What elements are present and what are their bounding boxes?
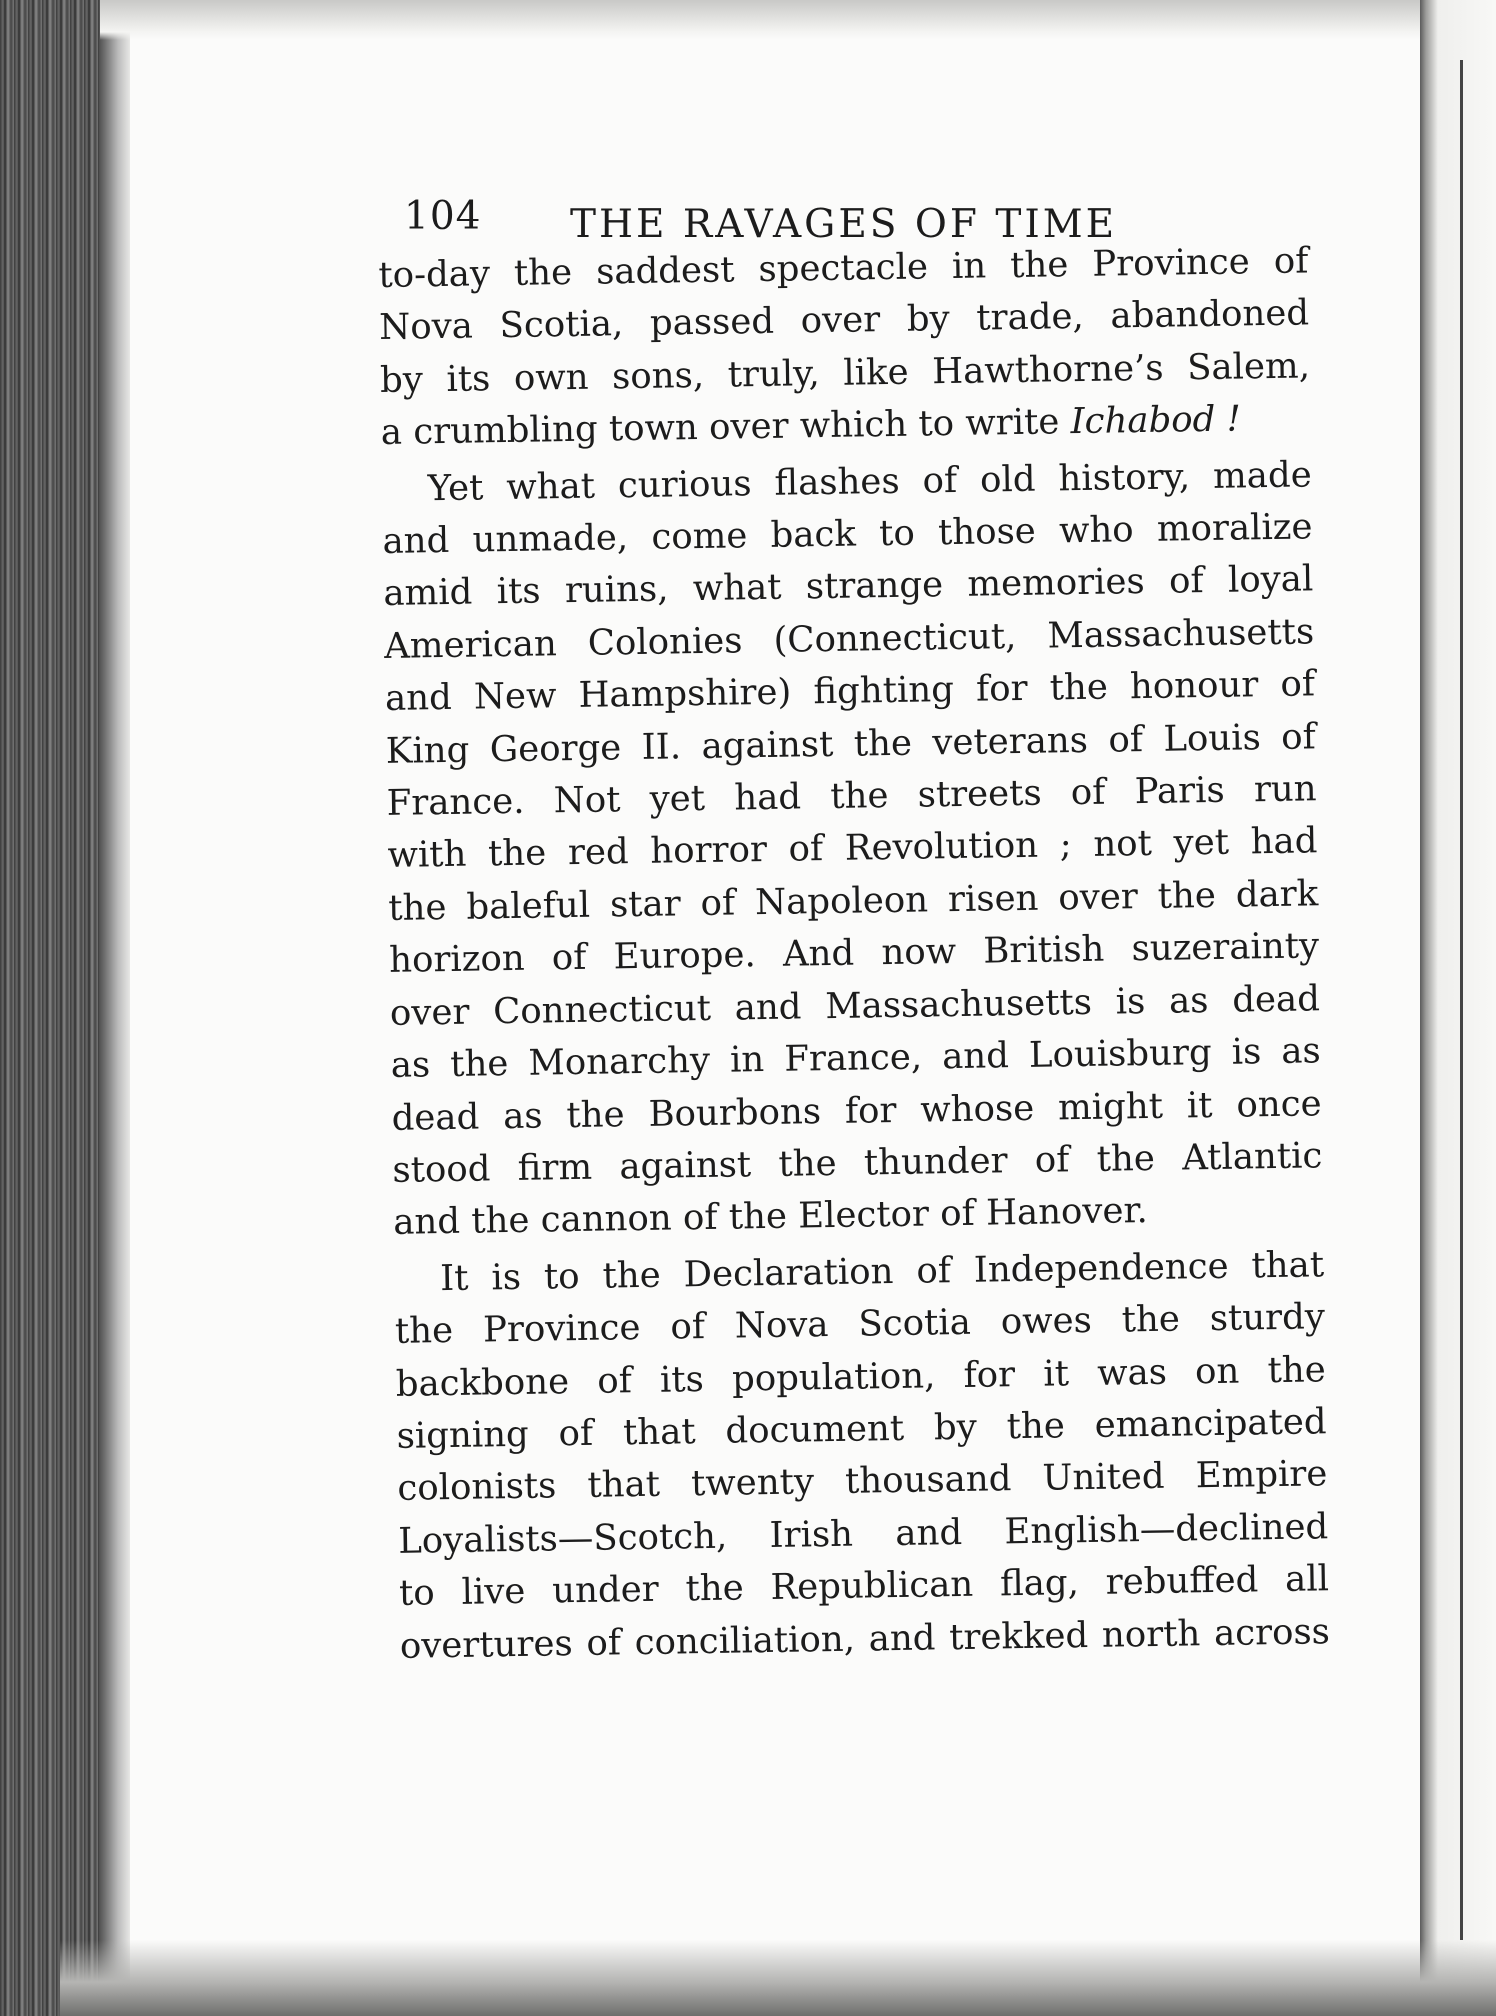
bottom-shadow xyxy=(60,1940,1496,2016)
paragraph-1 xyxy=(378,235,1311,459)
text-line: and New Hampshire) fighting for the honour of xyxy=(384,663,1316,720)
text-line: horizon of Europe. And now British suzerainty xyxy=(388,925,1320,982)
text-line: It is to the Declaration of Independence that xyxy=(439,1243,1325,1299)
running-title: THE RAVAGES OF TIME xyxy=(570,202,1118,247)
text-line: over Connecticut and Massachusetts is as dead xyxy=(389,977,1321,1034)
text-line: and the cannon of the Elector of Hanover. xyxy=(392,1190,1149,1244)
paragraph-2 xyxy=(381,449,1323,1250)
text-line: with the red horror of Revolution ; not yet had xyxy=(387,820,1318,877)
text-line: Loyalists—Scotch, Irish and English—declined xyxy=(397,1505,1329,1562)
page-number: 104 xyxy=(404,194,482,239)
text-line: to live under the Republican flag, rebuffed all xyxy=(398,1558,1330,1614)
page-block-edge xyxy=(0,0,130,2016)
text-line: signing of that document by the emancipated xyxy=(396,1401,1327,1457)
text-line: to-day the saddest spectacle in the Province of xyxy=(378,240,1309,296)
emphasized-word: Ichabod ! xyxy=(1070,398,1242,443)
text-line: Yet what curious flashes of old history, made xyxy=(427,453,1312,509)
text-line: backbone of its population, for it was on the xyxy=(395,1348,1327,1405)
text-line: overtures of conciliation, and trekked north across xyxy=(399,1610,1331,1667)
text-line: stood firm against the thunder of the Atlantic xyxy=(392,1135,1323,1191)
text-line: dead as the Bourbons for whose might it once xyxy=(391,1082,1322,1139)
text-line: colonists that twenty thousand United Empire xyxy=(397,1453,1328,1510)
paragraph-3 xyxy=(394,1239,1330,1673)
text-line: and unmade, come back to those who moralize xyxy=(382,506,1313,562)
body-text xyxy=(378,235,1330,1672)
text-line: by its own sons, truly, like Hawthorne’s Salem, xyxy=(379,345,1311,401)
text-line-prefix: a crumbling town over which to write xyxy=(380,401,1071,454)
top-shadow xyxy=(100,0,1496,40)
text-line: King George II. against the veterans of Louis of xyxy=(385,715,1317,772)
text-line: as the Monarchy in France, and Louisburg is as xyxy=(390,1030,1322,1086)
text-line: American Colonies (Connecticut, Massachusetts xyxy=(383,611,1315,667)
text-line: the Province of Nova Scotia owes the sturdy xyxy=(394,1296,1326,1352)
text-line: France. Not yet had the streets of Paris run xyxy=(386,768,1317,824)
page-content xyxy=(378,190,1331,1673)
text-line: the baleful star of Napoleon risen over the dark xyxy=(388,873,1319,929)
text-line: amid its ruins, what strange memories of loyal xyxy=(383,558,1314,615)
text-line: Nova Scotia, passed over by trade, abandoned xyxy=(378,292,1310,349)
facing-page-edge xyxy=(1420,0,1496,2016)
